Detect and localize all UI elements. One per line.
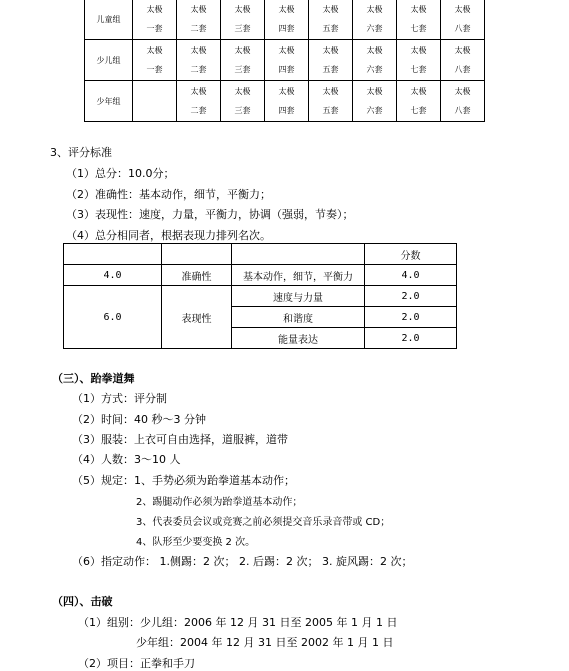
events-row bbox=[85, 0, 485, 40]
event-cell bbox=[309, 40, 353, 81]
event-set: 三套 bbox=[234, 65, 251, 74]
score-header: 分数 bbox=[365, 244, 457, 265]
event-cell bbox=[397, 40, 441, 81]
score-value-2b: 2.0 bbox=[365, 307, 457, 328]
event-cell bbox=[309, 0, 353, 40]
score-category-2: 表现性 bbox=[162, 286, 232, 349]
san-rules-label: （5）规定：1、手势必须为跆拳道基本动作； bbox=[72, 474, 295, 487]
event-set: 一套 bbox=[146, 65, 163, 74]
san-item-4: （4）人数：3～10 人 bbox=[72, 453, 181, 466]
event-cell bbox=[353, 0, 397, 40]
event-set: 二套 bbox=[190, 106, 207, 115]
score-item-2c: 能量表达 bbox=[232, 328, 365, 349]
event-cell bbox=[441, 81, 485, 122]
event-name: 太极 bbox=[278, 87, 295, 96]
events-row bbox=[85, 81, 485, 122]
event-name: 太极 bbox=[278, 5, 295, 14]
score-value-2a: 2.0 bbox=[365, 286, 457, 307]
event-set: 七套 bbox=[410, 106, 427, 115]
event-cell bbox=[309, 81, 353, 122]
event-cell bbox=[265, 40, 309, 81]
si-group-line-2: 少年组：2004 年 12 月 31 日至 2002 年 1 月 1 日 bbox=[136, 636, 394, 649]
event-cell bbox=[177, 40, 221, 81]
event-cell bbox=[265, 81, 309, 122]
score-table bbox=[63, 243, 457, 349]
event-cell bbox=[177, 0, 221, 40]
event-set: 八套 bbox=[454, 106, 471, 115]
event-cell bbox=[441, 40, 485, 81]
event-name: 太极 bbox=[322, 46, 339, 55]
score-item-2a: 速度与力量 bbox=[232, 286, 365, 307]
event-set: 五套 bbox=[322, 24, 339, 33]
event-name: 太极 bbox=[454, 5, 471, 14]
event-cell bbox=[133, 81, 177, 122]
event-cell bbox=[177, 81, 221, 122]
event-name: 太极 bbox=[410, 46, 427, 55]
event-name: 太极 bbox=[366, 46, 383, 55]
event-cell bbox=[221, 81, 265, 122]
score-item-1: 基本动作，细节，平衡力 bbox=[232, 265, 365, 286]
event-cell bbox=[133, 0, 177, 40]
event-cell bbox=[353, 40, 397, 81]
event-cell bbox=[441, 0, 485, 40]
event-set: 六套 bbox=[366, 24, 383, 33]
si-group-line-1: （1）组别：少儿组：2006 年 12 月 31 日至 2005 年 1 月 1 日 bbox=[78, 616, 398, 629]
score-header-empty-2 bbox=[162, 244, 232, 265]
event-cell bbox=[397, 81, 441, 122]
event-set: 八套 bbox=[454, 65, 471, 74]
score-header-empty-3 bbox=[232, 244, 365, 265]
san-rule-3: 3、代表委员会议或竞赛之前必须提交音乐录音带或 CD； bbox=[136, 517, 391, 528]
event-name: 太极 bbox=[278, 46, 295, 55]
group-label: 少儿组 bbox=[85, 40, 133, 81]
section-si-title: （四）、击破 bbox=[52, 595, 113, 608]
score-value-2c: 2.0 bbox=[365, 328, 457, 349]
score-total-2: 6.0 bbox=[64, 286, 162, 349]
event-set: 二套 bbox=[190, 24, 207, 33]
section-san-title: （三）、跆拳道舞 bbox=[52, 372, 135, 385]
score-item-2b: 和谐度 bbox=[232, 307, 365, 328]
event-set: 五套 bbox=[322, 106, 339, 115]
section3-item-1: （1）总分：10.0分； bbox=[66, 167, 175, 180]
event-name: 太极 bbox=[454, 87, 471, 96]
event-name: 太极 bbox=[146, 5, 163, 14]
event-cell bbox=[265, 0, 309, 40]
event-name: 太极 bbox=[234, 46, 251, 55]
san-rule-4: 4、队形至少要变换 2 次。 bbox=[136, 537, 256, 548]
events-table bbox=[84, 0, 485, 122]
event-set: 八套 bbox=[454, 24, 471, 33]
event-set: 六套 bbox=[366, 65, 383, 74]
event-name: 太极 bbox=[366, 87, 383, 96]
event-name: 太极 bbox=[234, 87, 251, 96]
section3-item-3: （3）表现性：速度，力量，平衡力，协调（强弱，节奏）； bbox=[66, 208, 354, 221]
event-name: 太极 bbox=[146, 46, 163, 55]
san-designated: （6）指定动作： 1.侧踢：2 次； 2. 后踢：2 次； 3. 旋风踢：2 次； bbox=[72, 555, 413, 568]
event-set: 一套 bbox=[146, 24, 163, 33]
san-item-3: （3）服装：上衣可自由选择，道服裤，道带 bbox=[72, 433, 288, 446]
event-set: 七套 bbox=[410, 24, 427, 33]
san-item-2: （2）时间：40 秒～3 分钟 bbox=[72, 413, 206, 426]
event-set: 三套 bbox=[234, 24, 251, 33]
san-item-1: （1）方式：评分制 bbox=[72, 392, 167, 405]
event-set: 六套 bbox=[366, 106, 383, 115]
event-name: 太极 bbox=[410, 5, 427, 14]
event-name: 太极 bbox=[366, 5, 383, 14]
score-category-1: 准确性 bbox=[162, 265, 232, 286]
event-cell bbox=[221, 0, 265, 40]
event-name: 太极 bbox=[234, 5, 251, 14]
event-set: 四套 bbox=[278, 65, 295, 74]
event-cell bbox=[133, 40, 177, 81]
event-name: 太极 bbox=[410, 87, 427, 96]
san-rule-2: 2、踢腿动作必须为跆拳道基本动作； bbox=[136, 497, 303, 508]
event-set: 四套 bbox=[278, 24, 295, 33]
event-set: 七套 bbox=[410, 65, 427, 74]
event-set: 五套 bbox=[322, 65, 339, 74]
event-name: 太极 bbox=[322, 87, 339, 96]
score-value-1: 4.0 bbox=[365, 265, 457, 286]
score-header-empty-1 bbox=[64, 244, 162, 265]
section3-title: 3、评分标准 bbox=[50, 146, 112, 159]
score-total-1: 4.0 bbox=[64, 265, 162, 286]
section3-item-2: （2）准确性：基本动作，细节，平衡力； bbox=[66, 188, 271, 201]
event-cell bbox=[221, 40, 265, 81]
events-row bbox=[85, 40, 485, 81]
group-label: 少年组 bbox=[85, 81, 133, 122]
event-name: 太极 bbox=[454, 46, 471, 55]
event-name: 太极 bbox=[190, 5, 207, 14]
event-cell bbox=[353, 81, 397, 122]
event-set: 三套 bbox=[234, 106, 251, 115]
event-set: 四套 bbox=[278, 106, 295, 115]
group-label: 儿童组 bbox=[85, 0, 133, 40]
event-set: 二套 bbox=[190, 65, 207, 74]
event-name: 太极 bbox=[190, 87, 207, 96]
event-name: 太极 bbox=[322, 5, 339, 14]
si-item-line: （2）项目：正拳和手刀 bbox=[78, 657, 195, 670]
event-name: 太极 bbox=[190, 46, 207, 55]
event-cell bbox=[397, 0, 441, 40]
section3-item-4: （4）总分相同者，根据表现力排列名次。 bbox=[66, 229, 271, 242]
